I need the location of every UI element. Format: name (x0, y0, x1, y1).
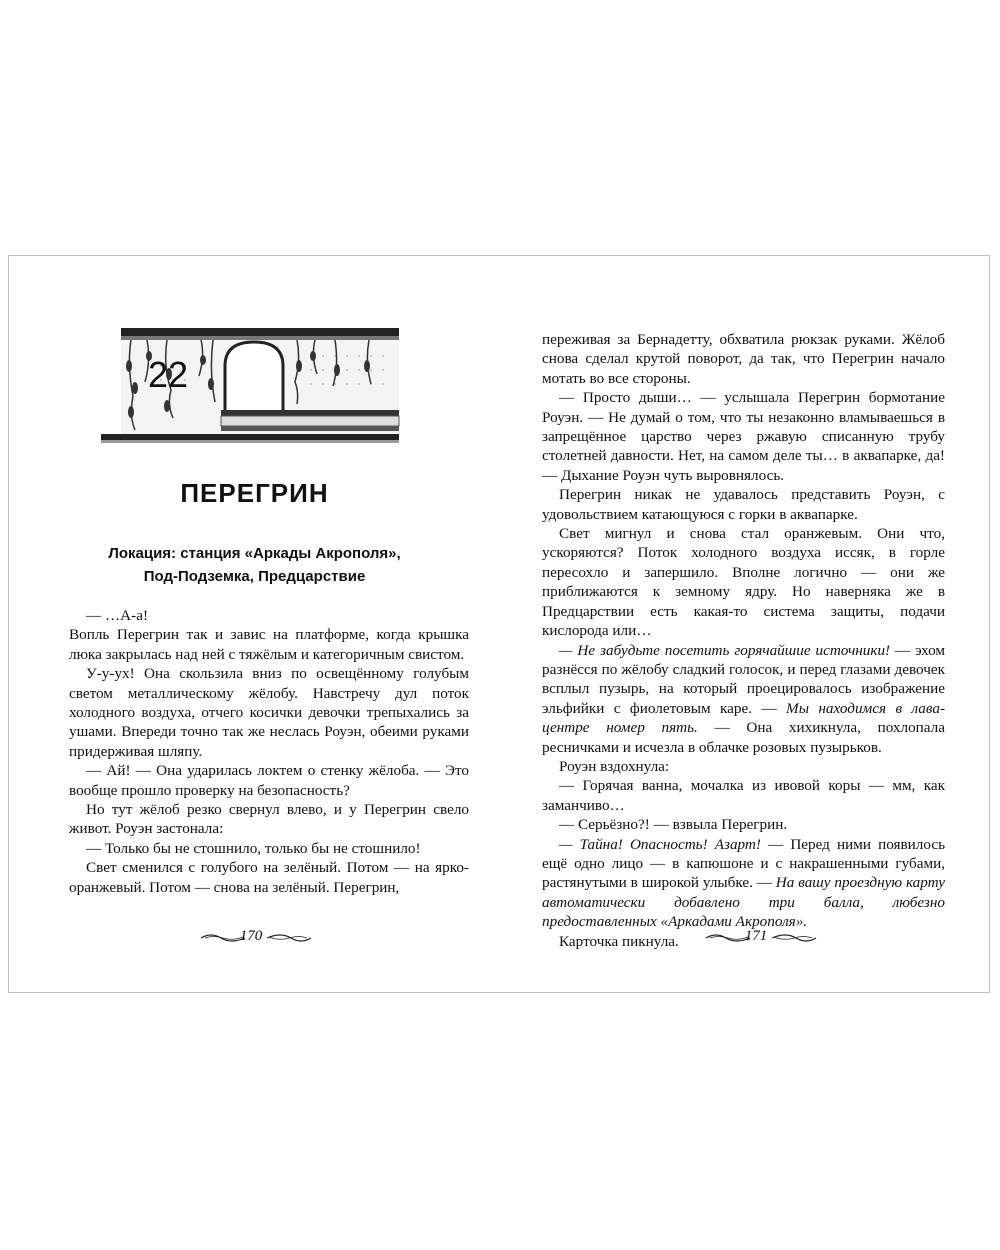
paragraph: — Горячая ванна, мочалка из ивовой коры — мм, как заманчиво… (542, 777, 945, 814)
text: — Перед ними появилось ещё одно лицо — в капюшоне и с накрашенными губами, растянутыми в широкой улыбке. — (542, 835, 946, 892)
page-footer (181, 926, 321, 950)
paragraph: — Ай! — Она ударилась локтем о стенку жёлоба. — Это вообще прошло проверку на безопасность? (69, 762, 469, 799)
ornament-right-icon (265, 932, 313, 944)
italic-text: Мы находимся в лава-центре номер пять. (542, 699, 945, 737)
italic-text: На вашу проездную карту автоматически добавлено три балла, любезно предоставленных «Аркадами Акрополя». (542, 874, 945, 931)
page-number: 171 (744, 928, 768, 944)
italic-text: — Не забудьте посетить горячайшие источники! (559, 641, 891, 659)
chapter-title: ПЕРЕГРИН (180, 478, 329, 508)
paragraph: Свет мигнул и снова стал оранжевым. Они что, ускоряются? Поток холодного воздуха иссяк, в горле пересохло и запершило. Вполне логично — они же приближаются к земному ядру. Но наверняка же в Предцарствии есть какая-то система защиты, подачи кислорода или… (542, 525, 945, 640)
page-number: 170 (239, 928, 263, 944)
paragraph: переживая за Бернадетту, обхватила рюкзак руками. Жёлоб снова сделал крутой поворот, да так, что Перегрин начало мотать во все стороны. (542, 331, 945, 387)
right-page (500, 256, 991, 992)
paragraph: У-у-ух! Она скользила вниз по освещённому голубым светом металлическому жёлобу. Навстречу дул поток холодного воздуха, отчего косички девочки трепыхались за ушами. Впереди точно так же неслась Роуэн, обеими руками придерживая шляпу. (69, 665, 469, 760)
paragraph: Перегрин никак не удавалось представить Роуэн, с удовольствием катающуюся с горки в аквапарке. (542, 486, 945, 523)
location-line-2: Под-Подземка, Предцарствие (143, 568, 366, 585)
right-page-text (542, 330, 945, 951)
paragraph (542, 641, 945, 757)
italic-text: — Тайна! Опасность! Азарт! (559, 835, 761, 853)
paragraph: Роуэн вздохнула: (559, 757, 670, 775)
paragraph: Свет сменился с голубого на зелёный. Потом — на ярко-оранжевый. Потом — снова на зелёный. Перегрин, (69, 859, 469, 896)
paragraph: Но тут жёлоб резко свернул влево, и у Перегрин свело живот. Роуэн застонала: (69, 801, 469, 838)
paragraph: Вопль Перегрин так и завис на платформе, когда крышка люка закрылась над ней с тяжёлым и категоричным свистом. (69, 626, 469, 663)
location-line-1: Локация: станция «Аркады Акрополя», (108, 545, 401, 562)
left-page (9, 256, 500, 992)
page-footer (686, 926, 826, 950)
paragraph: — …А-а! (86, 607, 148, 624)
paragraph: — Только бы не стошнило, только бы не стошнило! (86, 839, 421, 857)
ornament-right-icon (770, 932, 818, 944)
paragraph: Карточка пикнула. (559, 932, 679, 950)
paragraph: — Просто дыши… — услышала Перегрин бормотание Роуэн. — Не думай о том, что ты незаконно вламываешься в запрещённое царство через ржавую списанную трубу столетней давности. Нет, на самом деле ты… в аквапарке, да! — Дыхание Роуэн чуть выровнялось. (542, 389, 945, 484)
paragraph: — Серьёзно?! — взвыла Перегрин. (559, 816, 788, 834)
chapter-location (69, 542, 440, 588)
paragraph (542, 835, 945, 932)
chapter-number: 22 (147, 354, 189, 395)
text: — эхом разнёсся по жёлобу сладкий голосок, и перед глазами девочек всплыл пузырь, на который проецировалось изображение эльфийки с фиолетовым каре. — (542, 641, 946, 717)
left-page-text (69, 606, 469, 897)
book-spread (8, 255, 990, 993)
text: — Она хихикнула, похлопала ресничками и исчезла в облачке розовых пузырьков. (542, 719, 945, 756)
